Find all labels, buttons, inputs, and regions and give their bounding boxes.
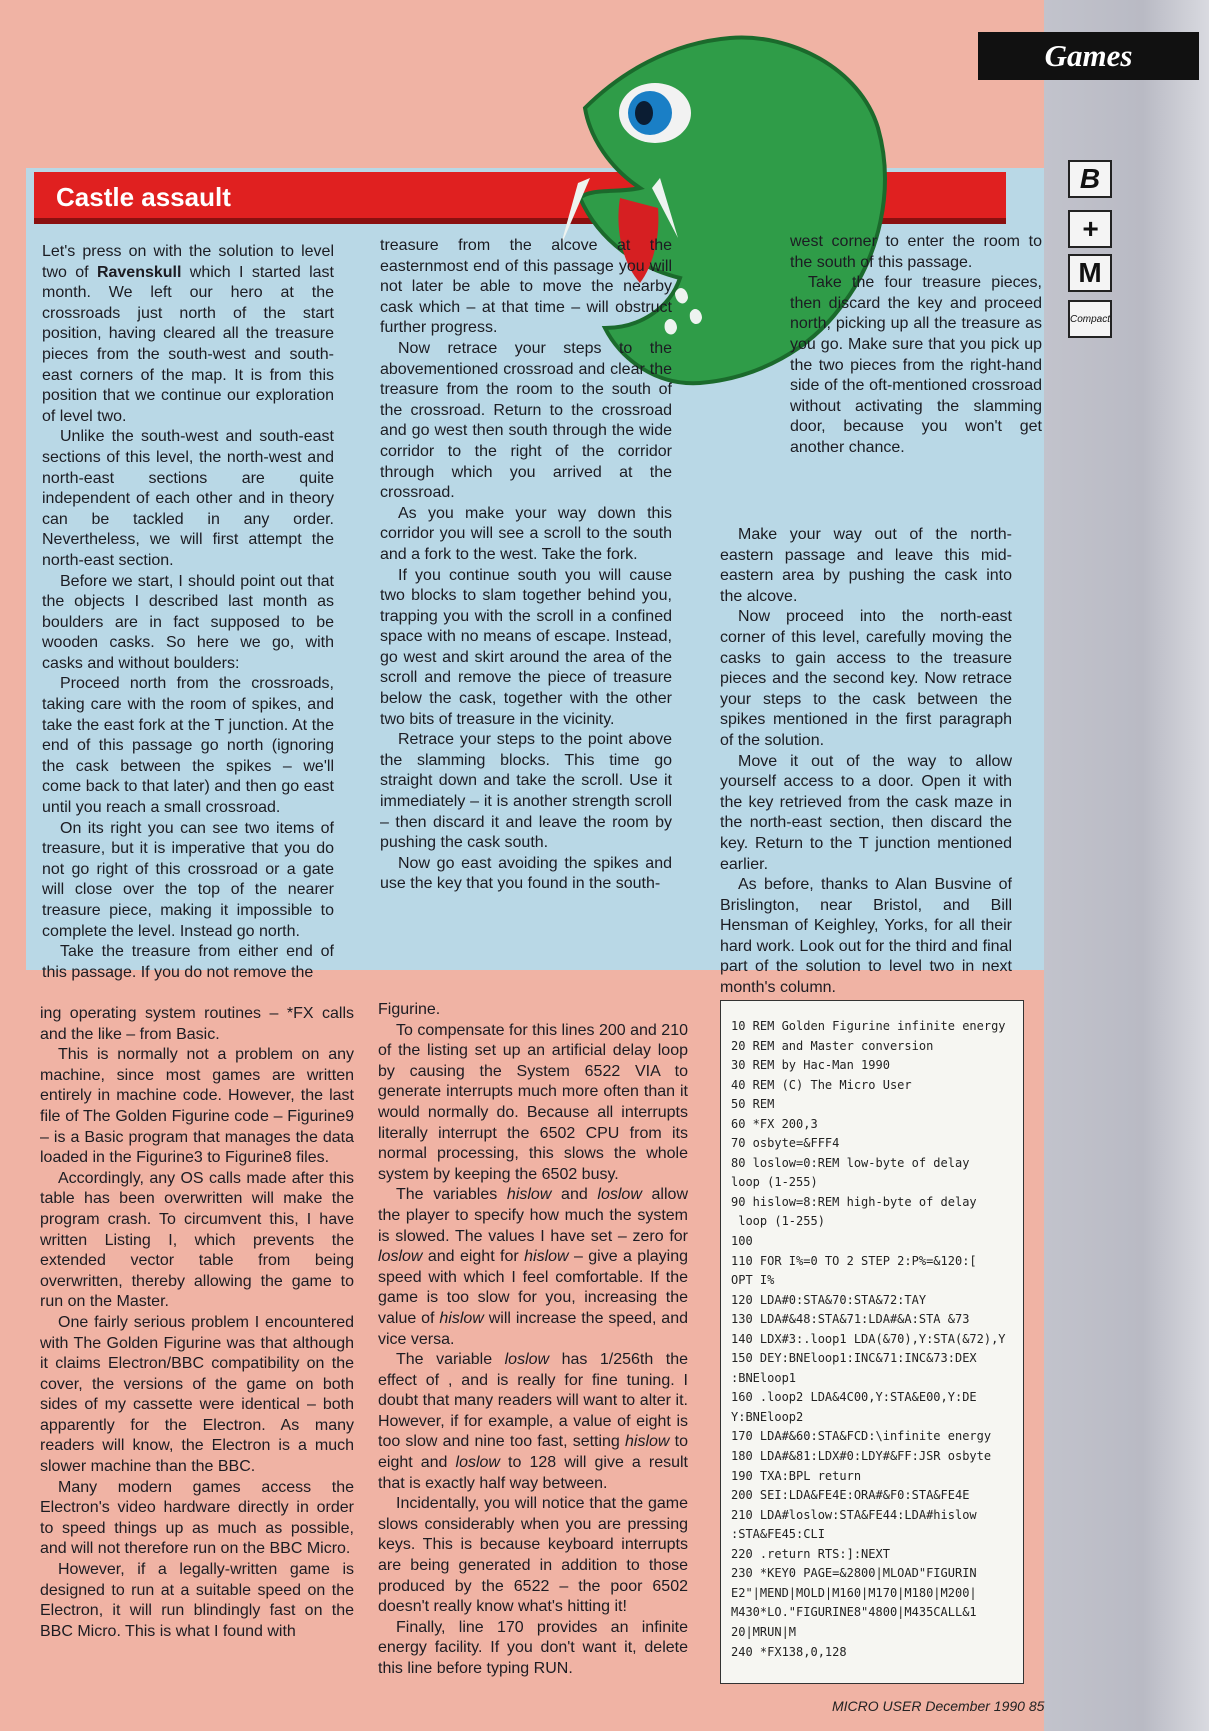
listing-line: 130 LDA#&48:STA&71:LDA#&A:STA &73 bbox=[731, 1312, 970, 1327]
paragraph bbox=[378, 1350, 688, 1494]
listing-line: 80 loslow=0:REM low-byte of delay bbox=[731, 1155, 970, 1170]
paragraph bbox=[378, 1185, 688, 1350]
paragraph bbox=[42, 674, 334, 818]
listing-line: 190 TXA:BPL return bbox=[731, 1468, 862, 1483]
article-column-2 bbox=[380, 236, 672, 895]
text-run: west corner to enter the room to the south of this passage. bbox=[790, 233, 1042, 271]
text-run: Unlike the south-west and south-east sections of this level, the north-west and north-east sections are quite independent of each other and in theory can be tackled in any order. Nevertheless, we will first attempt the north-east section. bbox=[42, 428, 334, 569]
text-run: Now go east avoiding the spikes and use the key that you found in the south- bbox=[380, 854, 672, 893]
article-column-3 bbox=[720, 525, 1012, 999]
text-run: As you make your way down this corridor you will see a scroll to the south and a fork to the west. Take the fork. bbox=[380, 504, 672, 563]
paragraph bbox=[40, 1478, 354, 1560]
italic-text: loslow bbox=[504, 1351, 550, 1369]
paragraph bbox=[40, 1313, 354, 1478]
listing-line: 70 osbyte=&FFF4 bbox=[731, 1136, 840, 1151]
text-run: and bbox=[551, 1186, 598, 1204]
listing-line: 120 LDA#0:STA&70:STA&72:TAY bbox=[731, 1292, 927, 1307]
article-column-1 bbox=[42, 242, 334, 983]
text-run: As before, thanks to Alan Busvine of Brislington, near Bristol, and Bill Hensman of Keighley, Yorks, for all their hard work. Look out for the third and final part of the solution to level two in next month's column. bbox=[720, 876, 1012, 997]
listing-line: :STA&FE45:CLI bbox=[731, 1527, 825, 1542]
text-run: To compensate for this lines 200 and 210 of the listing set up an artificial delay loop by causing the System 6522 VIA to generate interrupts much more often than it would normally do. Because all interrupts literally interrupt the 6502 CPU from its normal processing, this slows the whole system by keeping the 6502 busy. bbox=[378, 1021, 688, 1183]
listing-line: 170 LDA#&60:STA&FCD:\infinite energy bbox=[731, 1429, 992, 1444]
plus-logo: + bbox=[1068, 210, 1112, 248]
text-run: Retrace your steps to the point above the slamming blocks. This time go straight down and take the scroll. Use it immediately – it is another strength scroll – then discard it and leave the room by pushing the cask south. bbox=[380, 731, 672, 852]
paragraph bbox=[380, 566, 672, 731]
text-run: Take the four treasure pieces, then discard the key and proceed north, picking up all the treasure as you go. Make sure that you pick up the two pieces from the right-hand side of the oft-mentioned crossroad without activating the slamming door, because you won't get another chance. bbox=[790, 274, 1042, 456]
text-run: Before we start, I should point out that the objects I described last month as boulders are in fact supposed to be wooden casks. So here we go, with casks and without boulders: bbox=[42, 572, 334, 672]
paragraph bbox=[790, 273, 1042, 458]
listing-line: loop (1-255) bbox=[731, 1214, 825, 1229]
text-run: Incidentally, you will notice that the game slows considerably when you are pressing keys. This is because keyboard interrupts are being generated in addition to those produced by the 6522 – the poor 6502 doesn't really know what's hitting it! bbox=[378, 1495, 688, 1616]
paragraph bbox=[720, 752, 1012, 876]
text-run: Finally, line 170 provides an infinite energy facility. If you don't want it, delete this line before typing RUN. bbox=[378, 1618, 688, 1677]
compact-logo: Compact bbox=[1068, 300, 1112, 338]
paragraph bbox=[720, 525, 1012, 607]
bbc-logo: B bbox=[1068, 160, 1112, 198]
listing-article-column-1 bbox=[40, 1004, 354, 1642]
master-logo: M bbox=[1068, 254, 1112, 292]
listing-line: 210 LDA#loslow:STA&FE44:LDA#hislow bbox=[731, 1507, 977, 1522]
text-run: If you continue south you will cause two blocks to slam together behind you, trapping you with the scroll in a confined space with no means of escape. Instead, go west and skirt around the area of the scroll and remove the piece of treasure below the cask, together with the other two bits of treasure in the vicinity. bbox=[380, 566, 672, 728]
text-run: will increase the speed, and vice versa. bbox=[378, 1309, 689, 1348]
listing-line: M430*LO."FIGURINE8"4800|M435CALL&1 bbox=[731, 1605, 977, 1620]
text-run: Many modern games access the Electron's video hardware directly in order to speed things up as much as possible, and will not therefore run on the BBC Micro. bbox=[40, 1478, 354, 1558]
text-run: The variables bbox=[396, 1186, 507, 1204]
text-run: The variable bbox=[396, 1351, 505, 1369]
program-listing bbox=[731, 1017, 1013, 1662]
listing-line: 220 .return RTS:]:NEXT bbox=[731, 1546, 890, 1561]
paragraph bbox=[40, 1004, 354, 1045]
listing-line: 110 FOR I%=0 TO 2 STEP 2:P%=&120:[ bbox=[731, 1253, 977, 1268]
paragraph bbox=[42, 242, 334, 427]
text-run: – give a playing speed with which I feel comfortable. If the game is too slow for you, increasing the value of bbox=[378, 1248, 688, 1327]
listing-line: 140 LDX#3:.loop1 LDA(&70),Y:STA(&72),Y bbox=[731, 1331, 1006, 1346]
listing-article-column-2 bbox=[378, 1000, 688, 1680]
paragraph bbox=[378, 1021, 688, 1186]
paragraph bbox=[380, 854, 672, 895]
text-run: One fairly serious problem I encountered with The Golden Figurine was that although it claims Electron/BBC compatibility on the cover, the versions of the game on both sides of my cassette were identical – both apparently for the Electron. As many readers will know, the Electron is a much slower machine than the BBC. bbox=[40, 1313, 354, 1476]
listing-line: 230 *KEY0 PAGE=&2800|MLOAD"FIGURIN bbox=[731, 1566, 977, 1581]
paragraph bbox=[42, 427, 334, 571]
paragraph bbox=[380, 730, 672, 854]
text-run: and eight for bbox=[422, 1248, 525, 1266]
text-run: to eight and bbox=[378, 1433, 688, 1472]
text-run: Let's press on with the solution to level two of bbox=[42, 243, 334, 281]
listing-line: E2"|MEND|MOLD|M160|M170|M180|M200| bbox=[731, 1585, 977, 1600]
listing-line: 160 .loop2 LDA&4C00,Y:STA&E00,Y:DE bbox=[731, 1390, 977, 1405]
italic-text: hislow bbox=[524, 1248, 569, 1266]
listing-line: 20 REM and Master conversion bbox=[731, 1038, 934, 1053]
italic-text: loslow bbox=[455, 1454, 500, 1472]
text-run: treasure from the alcove at the easternmost end of this passage you will not later be able to move the nearby cask which – at that time – will obstruct further progress. bbox=[380, 237, 672, 337]
italic-text: loslow bbox=[597, 1186, 642, 1204]
paragraph bbox=[42, 572, 334, 675]
text-run: Proceed north from the crossroads, taking care with the room of spikes, and take the east fork at the T junction. At the end of this passage go north (ignoring the cask between the spikes – we'll come back to that later) and then go east until you reach a small crossroad. bbox=[42, 675, 334, 817]
listing-line: :BNEloop1 bbox=[731, 1370, 797, 1385]
listing-line: Y:BNEloop2 bbox=[731, 1409, 804, 1424]
text-run: Now proceed into the north-east corner of this level, carefully moving the casks to gain access to the treasure pieces and the second key. Now retrace your steps to the cask between the spikes mentioned in the first paragraph of the solution. bbox=[720, 608, 1012, 749]
paragraph bbox=[790, 232, 1042, 273]
paragraph bbox=[380, 504, 672, 566]
program-listing-box bbox=[720, 1000, 1024, 1684]
listing-line: 200 SEI:LDA&FE4E:ORA#&F0:STA&FE4E bbox=[731, 1488, 970, 1503]
paragraph bbox=[380, 236, 672, 339]
text-run: Take the treasure from either end of this passage. If you do not remove the bbox=[42, 943, 334, 981]
text-run: However, if a legally-written game is designed to run at a suitable speed on the Electron, it will run blindingly fast on the BBC Micro. This is what I found with bbox=[40, 1561, 354, 1640]
bold-text: Ravenskull bbox=[96, 263, 182, 281]
listing-line: OPT I% bbox=[731, 1273, 775, 1288]
article-column-3-top bbox=[790, 232, 1042, 459]
paragraph bbox=[378, 1494, 688, 1618]
paragraph bbox=[378, 1000, 688, 1021]
paragraph bbox=[378, 1618, 688, 1680]
paragraph bbox=[42, 942, 334, 983]
paragraph bbox=[720, 607, 1012, 751]
italic-text: hislow bbox=[506, 1186, 552, 1204]
article-title: Castle assault bbox=[56, 182, 231, 212]
paragraph bbox=[380, 339, 672, 504]
text-run: On its right you can see two items of treasure, but it is imperative that you do not go right of this crossroad or a gate will close over the top of the nearer treasure piece, making it impossible to complete the level. Instead go north. bbox=[42, 819, 334, 940]
text-run: Move it out of the way to allow yourself access to a door. Open it with the key retrieved from the cask maze in the north-east section, then discard the key. Return to the T junction mentioned earlier. bbox=[720, 752, 1012, 873]
paragraph bbox=[42, 819, 334, 943]
listing-line: 40 REM (C) The Micro User bbox=[731, 1077, 912, 1092]
italic-text: loslow bbox=[378, 1248, 423, 1266]
text-run: which I started last month. We left our hero at the crossroads just north of the start position, having cleared all the treasure pieces from the south-west and south-east corners of the map. It is from this position that we continue our exploration of level two. bbox=[42, 263, 334, 425]
page-footer: MICRO USER December 1990 85 bbox=[832, 1698, 1045, 1714]
listing-line: 100 bbox=[731, 1234, 753, 1249]
listing-line: 90 hislow=8:REM high-byte of delay bbox=[731, 1194, 977, 1209]
text-run: to 128 will give a result that is exactly half way between. bbox=[378, 1454, 688, 1492]
text-run: Accordingly, any OS calls made after this table has been overwritten will make the program crash. To circumvent this, I have written Listing I, which prevents the extended vector table from being overwritten, thereby allowing the game to run on the Master. bbox=[40, 1169, 354, 1311]
italic-text: hislow bbox=[439, 1309, 484, 1327]
listing-line: 150 DEY:BNEloop1:INC&71:INC&73:DEX bbox=[731, 1351, 977, 1366]
text-run: Now retrace your steps to the abovementioned crossroad and clear the treasure from the room to the south of the crossroad. Return to the crossroad and go west then south through the wide corridor to the right of the corridor through which you arrived at the crossroad. bbox=[380, 339, 672, 502]
text-run: Figurine. bbox=[378, 1001, 441, 1018]
text-run: ing operating system routines – *FX calls and the like – from Basic. bbox=[40, 1005, 354, 1043]
listing-line: 60 *FX 200,3 bbox=[731, 1116, 818, 1131]
text-run: Make your way out of the north-eastern passage and leave this mid-eastern area by pushing the cask into the alcove. bbox=[720, 526, 1012, 605]
text-run: allow the player to specify how much the system is slowed. The values I have set – zero for bbox=[378, 1186, 688, 1245]
listing-line: 180 LDA#&81:LDX#0:LDY#&FF:JSR osbyte bbox=[731, 1449, 992, 1464]
listing-line: 240 *FX138,0,128 bbox=[731, 1644, 847, 1659]
section-tab: Games bbox=[978, 32, 1199, 80]
paragraph bbox=[40, 1045, 354, 1169]
listing-line: 30 REM by Hac-Man 1990 bbox=[731, 1058, 890, 1073]
listing-line: 20|MRUN|M bbox=[731, 1624, 797, 1639]
text-run: This is normally not a problem on any machine, since most games are written entirely in machine code. However, the last file of The Golden Figurine code – Figurine9 – is a Basic program that manages the data loaded in the Figurine3 to Figurine8 files. bbox=[40, 1046, 354, 1167]
paragraph bbox=[40, 1560, 354, 1642]
paragraph bbox=[720, 875, 1012, 999]
listing-line: 50 REM bbox=[731, 1097, 775, 1112]
italic-text: hislow bbox=[625, 1433, 670, 1451]
listing-line: loop (1-255) bbox=[731, 1175, 818, 1190]
paragraph bbox=[40, 1169, 354, 1313]
listing-line: 10 REM Golden Figurine infinite energy bbox=[731, 1019, 1006, 1033]
text-run: has 1/256th the effect of , and is really for fine tuning. I doubt that many readers will want to alter it. However, if for example, a value of eight is too slow and nine too fast, setting bbox=[378, 1351, 688, 1451]
